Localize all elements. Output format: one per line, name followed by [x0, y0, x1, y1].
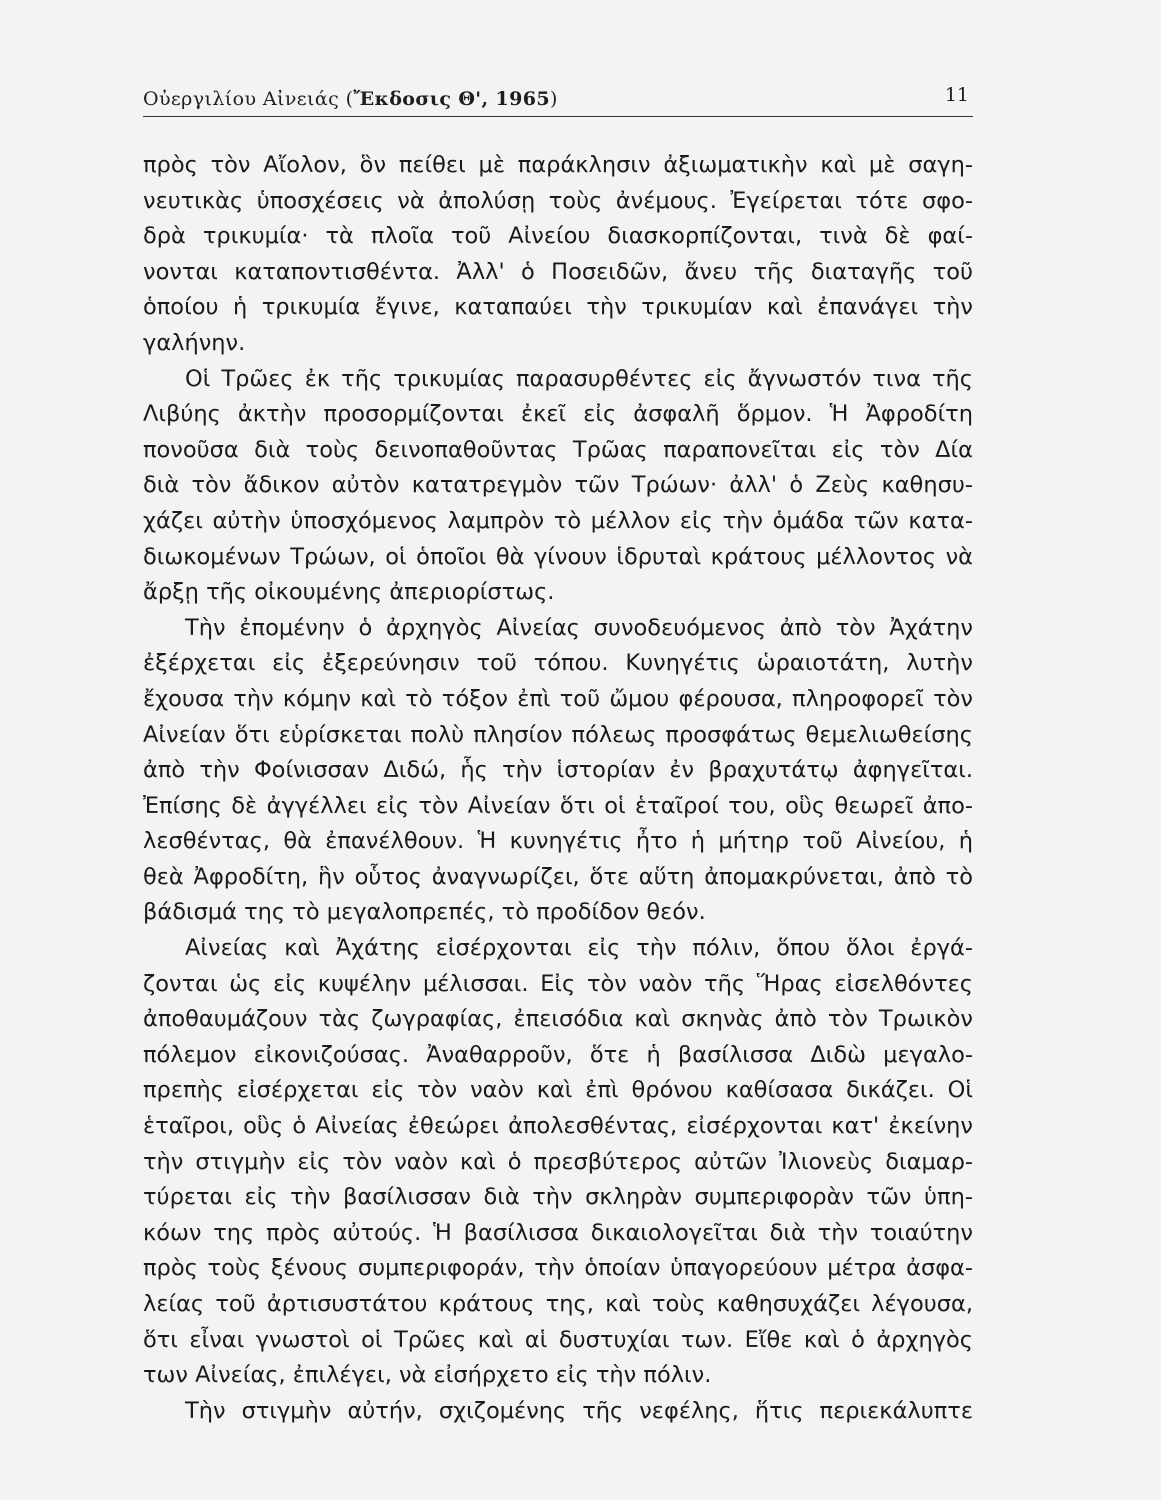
- text-line: χάζει αὐτὴν ὑποσχόμενος λαμπρὸν τὸ μέλλον εἰς τὴν ὁμάδα τῶν κατα-: [143, 507, 973, 534]
- running-title-close: ): [550, 88, 558, 110]
- text-line: ὁποίου ἡ τρικυμία ἔγινε, καταπαύει τὴν τρικυμίαν καὶ ἐπανάγει τὴν: [143, 294, 973, 321]
- running-title: [143, 88, 558, 110]
- text-line: τὴν στιγμὴν εἰς τὸν ναὸν καὶ ὁ πρεσβύτερος αὐτῶν Ἰλιονεὺς διαμαρ-: [143, 1148, 973, 1175]
- running-title-text: Οὐεργιλίου Αἰνειάς (: [143, 88, 354, 110]
- text-line: ἄρξῃ τῆς οἰκουμένης ἀπεριορίστως.: [143, 579, 555, 606]
- text-line: πρὸς τὸν Αἴολον, ὃν πείθει μὲ παράκλησιν ἀξιωματικὴν καὶ μὲ σαγη-: [143, 152, 973, 178]
- text-line: θεὰ Ἀφροδίτη, ἣν οὗτος ἀναγνωρίζει, ὅτε αὕτη ἀπομακρύνεται, ἀπὸ τὸ: [143, 863, 973, 890]
- text-line: διὰ τὸν ἄδικον αὐτὸν κατατρεγμὸν τῶν Τρώων· ἀλλ' ὁ Ζεὺς καθησυ-: [143, 472, 973, 499]
- text-line: βάδισμά της τὸ μεγαλοπρεπές, τὸ προδίδον θεόν.: [143, 899, 706, 926]
- text-line: Αἰνείας καὶ Ἀχάτης εἰσέρχονται εἰς τὴν πόλιν, ὅπου ὅλοι ἐργά-: [185, 935, 973, 962]
- text-line: Οἱ Τρῶες ἐκ τῆς τρικυμίας παρασυρθέντες εἰς ἄγνωστόν τινα τῆς: [185, 365, 973, 392]
- text-line: ἀπὸ τὴν Φοίνισσαν Διδώ, ἧς τὴν ἱστορίαν ἐν βραχυτάτῳ ἀφηγεῖται.: [143, 757, 973, 784]
- text-line: λεσθέντας, θὰ ἐπανέλθουν. Ἡ κυνηγέτις ἦτο ἡ μήτηρ τοῦ Αἰνείου, ἡ: [143, 828, 973, 855]
- text-line: τύρεται εἰς τὴν βασίλισσαν διὰ τὴν σκληρὰν συμπεριφορὰν τῶν ὑπη-: [143, 1184, 973, 1211]
- text-line: διωκομένων Τρώων, οἱ ὁποῖοι θὰ γίνουν ἱδρυταὶ κράτους μέλλοντος νὰ: [143, 543, 973, 570]
- text-line: νευτικὰς ὑποσχέσεις νὰ ἀπολύσῃ τοὺς ἀνέμους. Ἐγείρεται τότε σφο-: [143, 187, 973, 214]
- text-line: πόλεμον εἰκονιζούσας. Ἀναθαρροῦν, ὅτε ἡ βασίλισσα Διδὼ μεγαλο-: [143, 1041, 973, 1068]
- text-line: Τὴν ἐπομένην ὁ ἀρχηγὸς Αἰνείας συνοδευόμενος ἀπὸ τὸν Ἀχάτην: [185, 614, 973, 641]
- text-line: ὅτι εἶναι γνωστοὶ οἱ Τρῶες καὶ αἱ δυστυχίαι των. Εἴθε καὶ ὁ ἀρχηγὸς: [143, 1326, 973, 1353]
- text-line: ἑταῖροι, οὓς ὁ Αἰνείας ἐθεώρει ἀπολεσθέντας, εἰσέρχονται κατ' ἐκείνην: [143, 1113, 973, 1140]
- text-line: κόων της πρὸς αὐτούς. Ἡ βασίλισσα δικαιολογεῖται διὰ τὴν τοιαύτην: [143, 1219, 973, 1246]
- body-text: [143, 148, 973, 1429]
- text-line: Τὴν στιγμὴν αὐτήν, σχιζομένης τῆς νεφέλης, ἥτις περιεκάλυπτε: [185, 1397, 973, 1424]
- text-line: νονται καταποντισθέντα. Ἀλλ' ὁ Ποσειδῶν, ἄνευ τῆς διαταγῆς τοῦ: [143, 258, 973, 285]
- text-line: λείας τοῦ ἀρτισυστάτου κράτους της, καὶ τοὺς καθησυχάζει λέγουσα,: [143, 1291, 973, 1317]
- text-line: πρεπὴς εἰσέρχεται εἰς τὸν ναὸν καὶ ἐπὶ θρόνου καθίσασα δικάζει. Οἱ: [143, 1077, 973, 1104]
- text-line: των Αἰνείας, ἐπιλέγει, νὰ εἰσήρχετο εἰς τὴν πόλιν.: [143, 1362, 712, 1389]
- text-line: δρὰ τρικυμία· τὰ πλοῖα τοῦ Αἰνείου διασκορπίζονται, τινὰ δὲ φαί-: [143, 223, 973, 250]
- text-line: Λιβύης ἀκτὴν προσορμίζονται ἐκεῖ εἰς ἀσφαλῆ ὅρμον. Ἡ Ἀφροδίτη: [143, 401, 973, 428]
- text-line: Ἐπίσης δὲ ἀγγέλλει εἰς τὸν Αἰνείαν ὅτι οἱ ἑταῖροί του, οὓς θεωρεῖ ἀπο-: [143, 792, 973, 819]
- page-number: 11: [944, 84, 969, 106]
- running-header: [143, 82, 973, 117]
- text-line: ζονται ὡς εἰς κυψέλην μέλισσαι. Εἰς τὸν ναὸν τῆς Ἥρας εἰσελθόντες: [143, 970, 973, 997]
- text-line: Αἰνείαν ὅτι εὑρίσκεται πολὺ πλησίον πόλεως προσφάτως θεμελιωθείσης: [143, 721, 973, 748]
- text-line: πρὸς τοὺς ξένους συμπεριφοράν, τὴν ὁποίαν ὑπαγορεύουν μέτρα ἀσφα-: [143, 1255, 973, 1282]
- text-line: ἔχουσα τὴν κόμην καὶ τὸ τόξον ἐπὶ τοῦ ὤμου φέρουσα, πληροφορεῖ τὸν: [143, 685, 973, 712]
- text-line: ἐξέρχεται εἰς ἐξερεύνησιν τοῦ τόπου. Κυνηγέτις ὡραιοτάτη, λυτὴν: [143, 650, 973, 677]
- edition-label: Ἔκδοσις Θ', 1965: [353, 88, 551, 110]
- text-line: πονοῦσα διὰ τοὺς δεινοπαθοῦντας Τρῶας παραπονεῖται εἰς τὸν Δία: [143, 436, 973, 463]
- text-line: γαλήνην.: [143, 329, 246, 356]
- text-line: ἀποθαυμάζουν τὰς ζωγραφίας, ἐπεισόδια καὶ σκηνὰς ἀπὸ τὸν Τρωικὸν: [143, 1006, 973, 1033]
